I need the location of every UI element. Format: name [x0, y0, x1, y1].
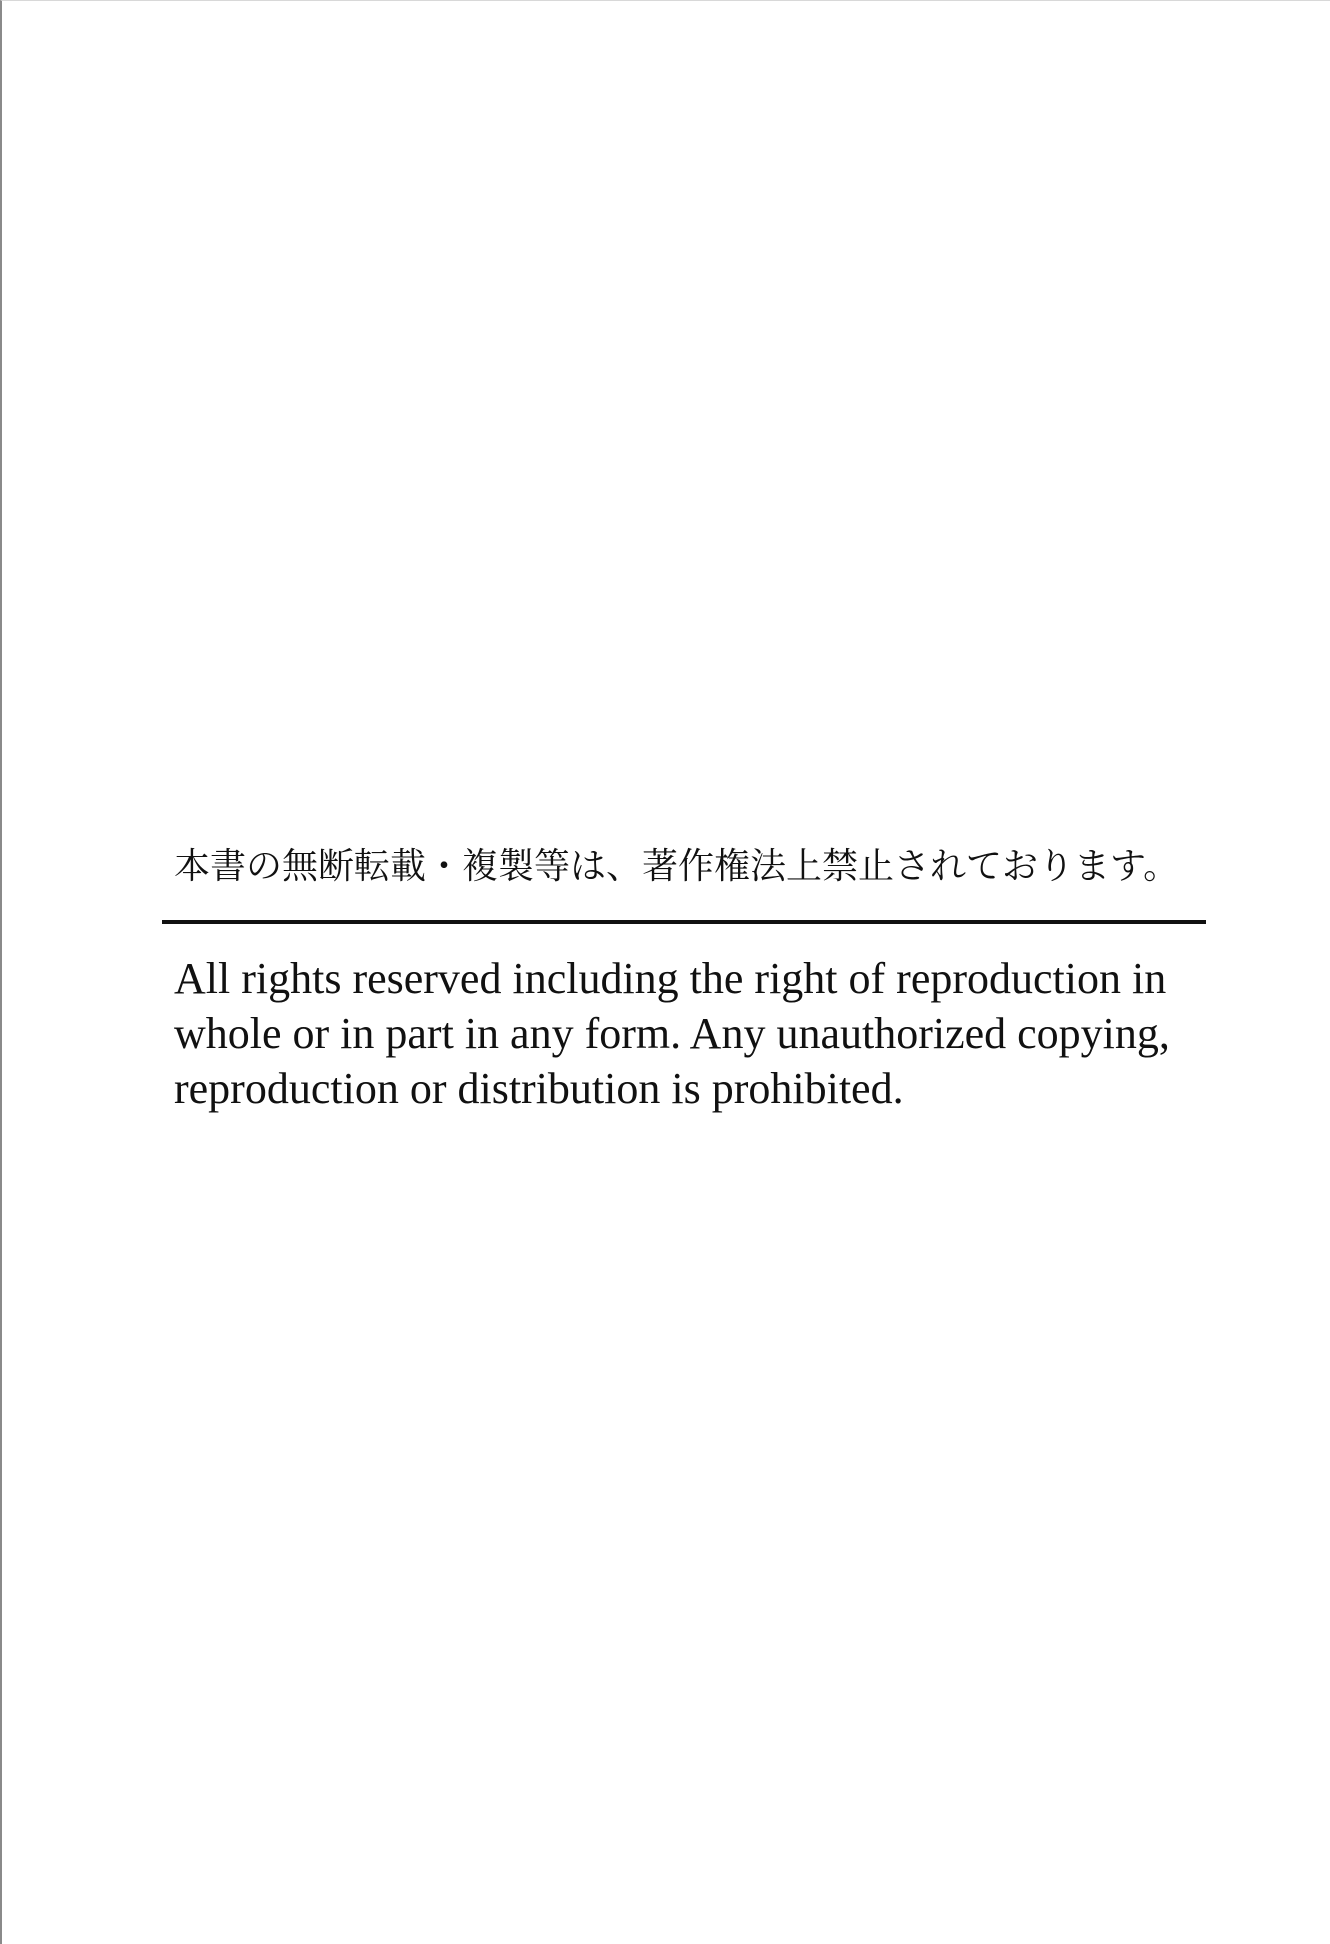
english-notice-line-1: All rights reserved including the right of reproduction in — [174, 954, 1167, 1003]
english-copyright-notice — [174, 951, 1214, 1116]
japanese-copyright-notice: 本書の無断転載・複製等は、著作権法上禁止されております。 — [174, 846, 1180, 887]
divider-rule — [162, 920, 1206, 924]
copyright-notice — [172, 839, 1207, 895]
english-notice-line-2: whole or in part in any form. Any unauthorized copying, — [174, 1009, 1170, 1058]
english-notice-line-3: reproduction or distribution is prohibited. — [174, 1064, 904, 1113]
